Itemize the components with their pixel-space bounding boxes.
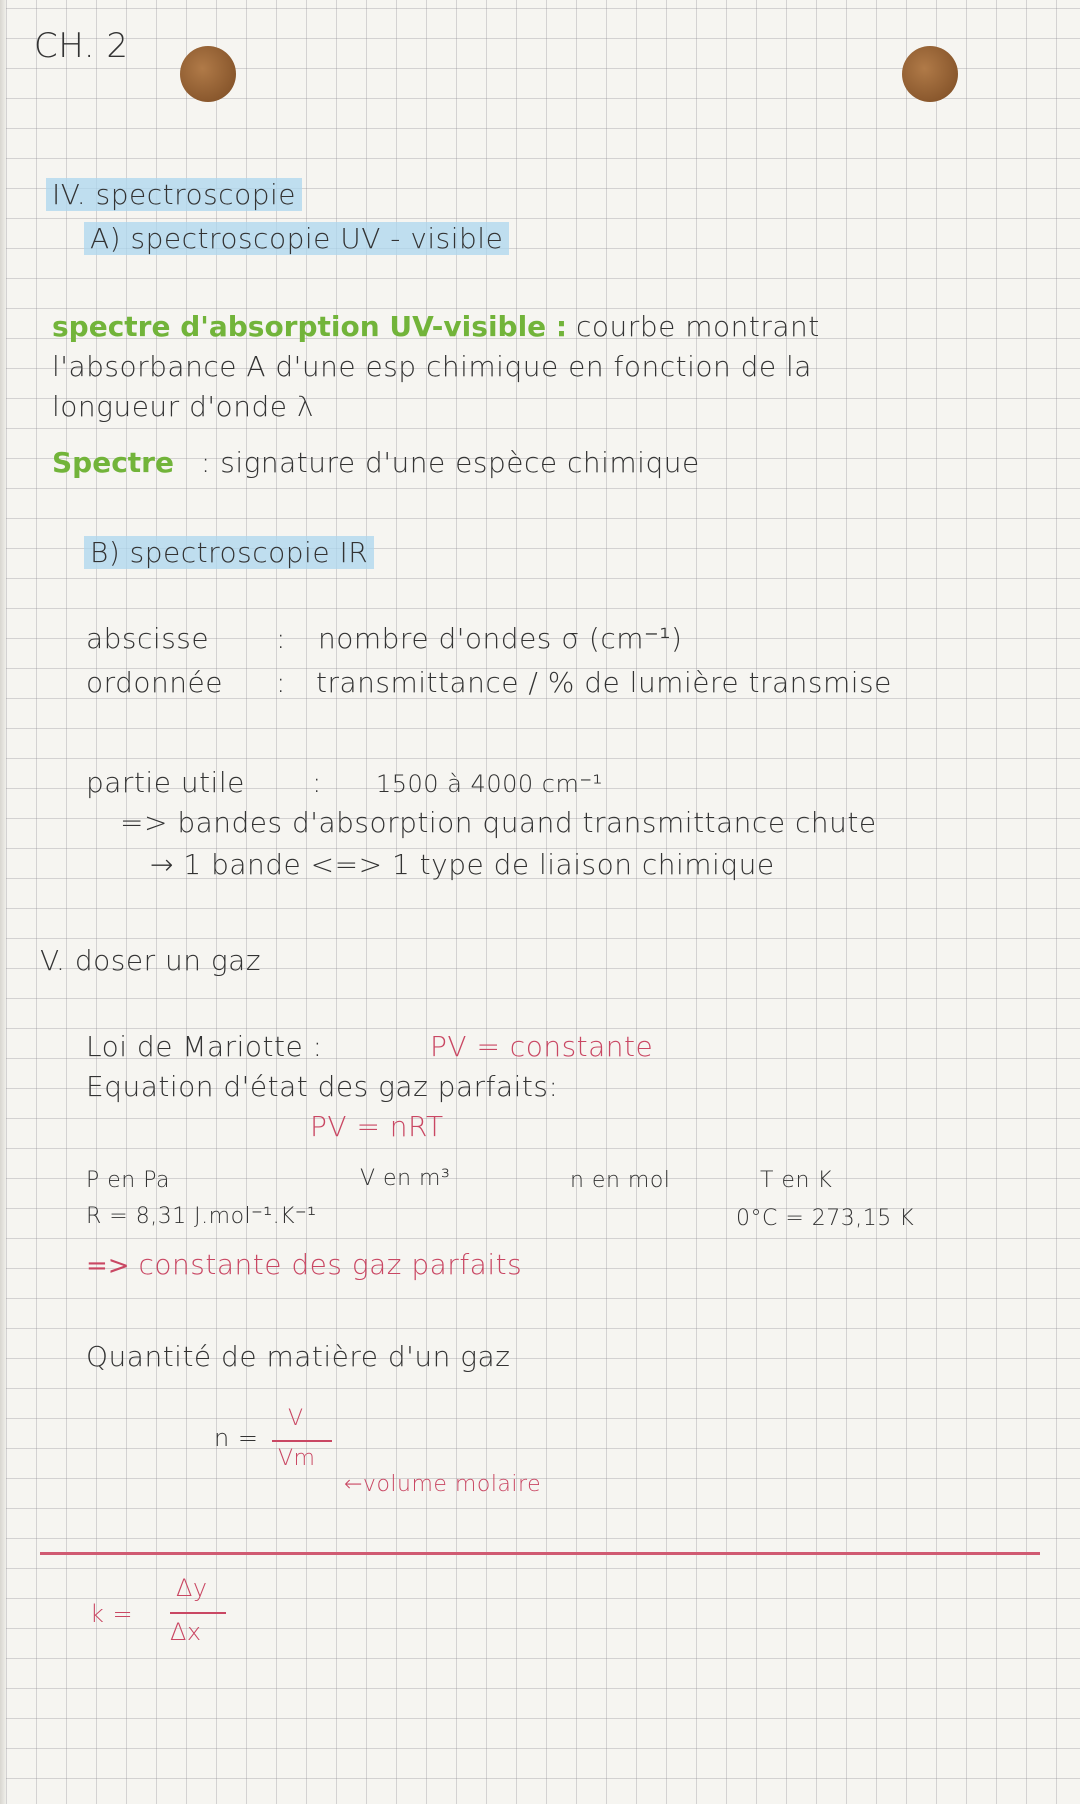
constante-line — [86, 1248, 522, 1281]
unit-pressure: P en Pa — [86, 1168, 170, 1193]
definition-text-1: courbe montrant — [576, 310, 820, 343]
loi-mariotte-value: PV = constante — [430, 1030, 654, 1063]
fraction-bar-k — [170, 1612, 226, 1614]
abscisse-label: abscisse — [86, 622, 210, 655]
zero-celsius-conversion: 0°C = 273,15 K — [736, 1206, 915, 1231]
section-iv-title: IV. spectroscopie — [46, 178, 302, 211]
section-divider — [40, 1552, 1040, 1555]
definition-line-3: longueur d'onde λ — [52, 390, 314, 423]
k-equals: k = — [90, 1600, 134, 1628]
definition-term: spectre d'absorption UV-visible : — [52, 310, 568, 343]
partie-utile-sep: : — [312, 766, 322, 799]
constante-text: constante des gaz parfaits — [138, 1248, 523, 1281]
equation-etat-label: Equation d'état des gaz parfaits: — [86, 1070, 559, 1103]
ordonnee-label: ordonnée — [86, 666, 223, 699]
abscisse-value: nombre d'ondes σ (cm⁻¹) — [318, 622, 683, 655]
ordonnee-sep: : — [276, 666, 286, 699]
unit-temperature: T en K — [760, 1168, 833, 1193]
spectre-line — [52, 446, 700, 479]
definition-line-2: l'absorbance A d'une esp chimique en fonction de la — [52, 350, 812, 383]
n-equals: n = — [214, 1424, 259, 1452]
unit-amount: n en mol — [570, 1168, 671, 1193]
abscisse-sep: : — [276, 622, 286, 655]
unit-volume: V en m³ — [360, 1166, 451, 1191]
binder-hole-left — [180, 46, 236, 102]
bandes-line: => bandes d'absorption quand transmittance chute — [120, 806, 877, 839]
bande-liaison-line: → 1 bande <=> 1 type de liaison chimique — [150, 848, 775, 881]
fraction-numerator-v: V — [288, 1406, 304, 1431]
spectre-term: Spectre — [52, 446, 174, 479]
ideal-gas-equation: PV = nRT — [310, 1110, 444, 1143]
fraction-bar-n — [272, 1440, 332, 1442]
quantite-title: Quantité de matière d'un gaz — [86, 1340, 511, 1373]
fraction-denominator-vm: Vm — [278, 1446, 316, 1471]
subsection-a-title: A) spectroscopie UV - visible — [84, 222, 509, 255]
partie-utile-value: 1500 à 4000 cm⁻¹ — [376, 770, 603, 798]
k-denominator: Δx — [170, 1618, 202, 1646]
volume-molaire-note: ←volume molaire — [344, 1472, 542, 1497]
page-edge — [0, 0, 6, 1804]
definition-line-1 — [52, 310, 820, 343]
gas-constant-value: R = 8,31 J.mol⁻¹.K⁻¹ — [86, 1204, 317, 1229]
subsection-b-title: B) spectroscopie IR — [84, 536, 374, 569]
loi-mariotte-label: Loi de Mariotte : — [86, 1030, 323, 1063]
section-v-title: V. doser un gaz — [40, 944, 262, 977]
k-numerator: Δy — [176, 1574, 208, 1602]
ordonnee-value: transmittance / % de lumière transmise — [316, 666, 892, 699]
binder-hole-right — [902, 46, 958, 102]
partie-utile-label: partie utile — [86, 766, 245, 799]
spectre-text: : signature d'une espèce chimique — [200, 446, 700, 479]
chapter-label: CH. 2 — [34, 26, 129, 66]
constante-arrow: => — [86, 1251, 130, 1281]
